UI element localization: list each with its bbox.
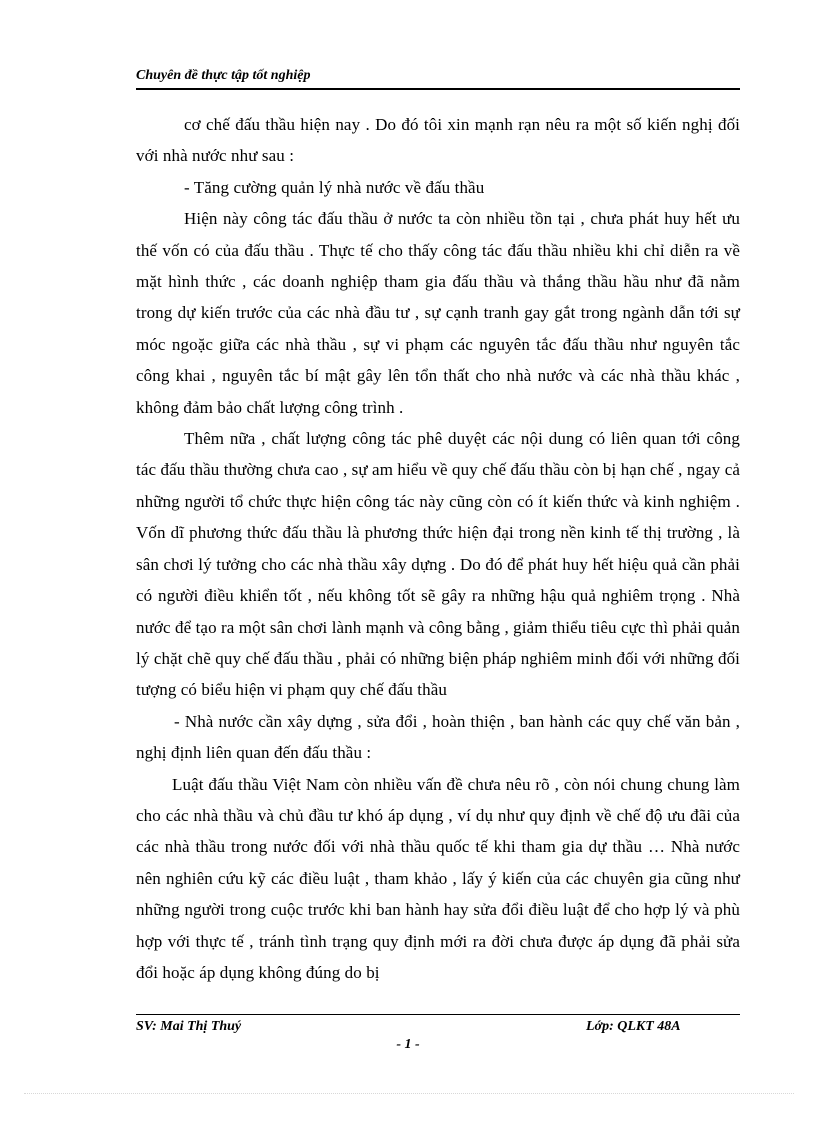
footer-rule bbox=[136, 1014, 740, 1015]
paragraph-bidding-law: Luật đấu thầu Việt Nam còn nhiều vấn đề chưa nêu rõ , còn nói chung chung làm cho các nhà thầu và chủ đầu tư khó áp dụng , ví dụ như quy định về chế độ ưu đãi của các nhà thầu trong nước đối với nhà thầu quốc tế khi tham gia dự thầu … Nhà nước nên nghiên cứu kỹ các điều luật , tham khảo , lấy ý kiến của các chuyên gia cũng như những người trong cuộc trước khi ban hành hay sửa đổi điều luật để cho hợp lý và phù hợp với thực tế , tránh tình trạng quy định mới ra đời chưa được áp dụng đã phải sửa đổi hoặc áp dụng không đúng do bị bbox=[136, 774, 740, 982]
footer-student-name: SV: Mai Thị Thuý bbox=[136, 1019, 242, 1034]
header-title: Chuyên đề thực tập tốt nghiệp bbox=[136, 68, 311, 83]
paragraph-current-state: Hiện này công tác đấu thầu ở nước ta còn nhiều tồn tại , chưa phát huy hết ưu thế vốn có của đấu thầu . Thực tế cho thấy công tác đấu thầu nhiều khi chỉ diễn ra về mặt hình thức , các doanh nghiệp tham gia đấu thầu và thắng thầu hầu như đã nằm trong dự kiến trước của các nhà đầu tư , sự cạnh tranh gay gắt trong ngành dẫn tới sự móc ngoặc giữa các nhà thầu , sự vi phạm các nguyên tắc đấu thầu như nguyên tắc công khai , nguyên tắc bí mật gây lên tổn thất cho nhà nước và các nhà thầu khác , không đảm bảo chất lượng công trình . bbox=[136, 209, 740, 417]
page-number: - 1 - bbox=[396, 1037, 420, 1052]
footer-class-code: Lớp: QLKT 48A bbox=[586, 1019, 681, 1034]
paragraph-intro: cơ chế đấu thầu hiện nay . Do đó tôi xin mạnh rạn nêu ra một số kiến nghị đối với nhà nước như sau : bbox=[136, 115, 740, 166]
page-bottom-divider bbox=[24, 1093, 794, 1094]
bullet-heading-management: - Tăng cường quản lý nhà nước về đấu thầu bbox=[184, 177, 485, 197]
document-body bbox=[136, 109, 740, 988]
paragraph-approval-quality: Thêm nữa , chất lượng công tác phê duyệt các nội dung có liên quan tới công tác đấu thầu thường chưa cao , sự am hiểu về quy chế đấu thầu còn bị hạn chế , ngay cả những người tổ chức thực hiện công tác này cũng còn có ít kiến thức và kinh nghiệm . Vốn dĩ phương thức đấu thầu là phương thức hiện đại trong nền kinh tế thị trường , là sân chơi lý tưởng cho các nhà thầu xây dựng . Do đó để phát huy hết hiệu quả cần phải có người điều khiển tốt , nếu không tốt sẽ gây ra những hậu quả nghiêm trọng . Nhà nước để tạo ra một sân chơi lành mạnh và công bằng , giảm thiểu tiêu cực thì phải quản lý chặt chẽ quy chế đấu thầu , phải có những biện pháp nghiêm minh đối với những đối tượng có biểu hiện vi phạm quy chế đấu thầu bbox=[136, 429, 740, 700]
running-header bbox=[136, 66, 740, 90]
bullet-heading-legislation: - Nhà nước cần xây dựng , sửa đổi , hoàn thiện , ban hành các quy chế văn bản , nghị định liên quan đến đấu thầu : bbox=[136, 711, 740, 763]
running-footer bbox=[136, 1017, 740, 1037]
